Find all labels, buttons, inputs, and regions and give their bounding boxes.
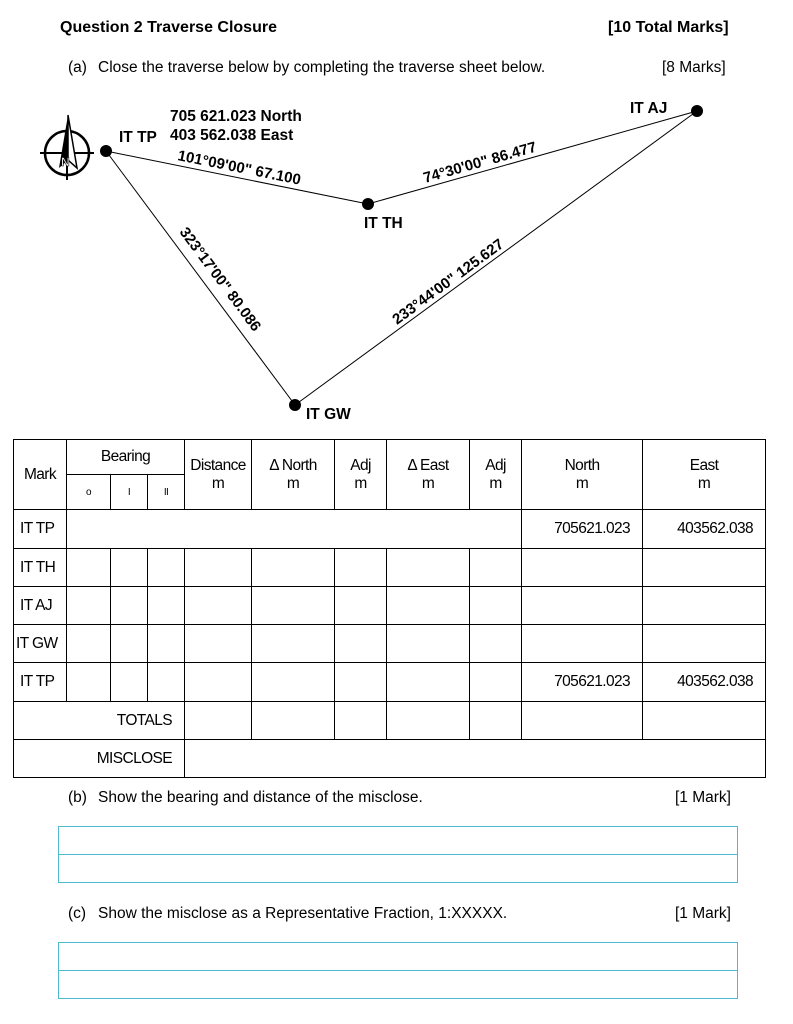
- misclose-label: MISCLOSE: [14, 740, 185, 778]
- traverse-sheet: [13, 439, 766, 778]
- row-mark: IT TP: [14, 663, 67, 702]
- station-gw-point: [289, 399, 301, 411]
- leg-label-th-aj: 74°30'00" 86.477: [421, 138, 539, 187]
- header-adj-east: Adj m: [470, 440, 522, 510]
- totals-label: TOTALS: [14, 702, 185, 740]
- part-a-text: Close the traverse below by completing the traverse sheet below.: [98, 59, 546, 76]
- station-gw-label: IT GW: [306, 406, 351, 423]
- misclose-row: [14, 740, 766, 778]
- question-marks: [10 Total Marks]: [608, 19, 729, 36]
- row-north: 705621.023: [522, 663, 643, 702]
- part-c-marks: [1 Mark]: [675, 905, 731, 922]
- coord-north: 705 621.023 North: [170, 108, 302, 125]
- table-row: [14, 587, 766, 625]
- header-minutes: I: [111, 475, 148, 510]
- header-degrees: o: [67, 475, 111, 510]
- station-tp-label: IT TP: [119, 129, 157, 146]
- leg-label-tp-th: 101°09'00" 67.100: [176, 147, 303, 189]
- leg-gw-tp: [106, 151, 295, 405]
- traverse-diagram: [0, 0, 793, 430]
- part-b-marks: [1 Mark]: [675, 789, 731, 806]
- table-row: [14, 663, 766, 702]
- header-deast: Δ East m: [387, 440, 470, 510]
- leg-label-gw-tp: 323°17'00" 80.086: [175, 224, 265, 335]
- header-mark: Mark: [14, 440, 67, 510]
- row-mark: IT AJ: [14, 587, 67, 625]
- station-aj-point: [691, 105, 703, 117]
- row-east: 403562.038: [643, 663, 766, 702]
- station-th-label: IT TH: [364, 215, 403, 232]
- part-b-text: Show the bearing and distance of the misclose.: [98, 789, 423, 806]
- part-c-label: (c): [68, 905, 87, 922]
- row-east: 403562.038: [643, 510, 766, 549]
- header-east: East m: [643, 440, 766, 510]
- answer-box-b[interactable]: [58, 826, 738, 883]
- header-distance: Distance m: [185, 440, 252, 510]
- part-a-label: (a): [68, 59, 87, 76]
- coord-east: 403 562.038 East: [170, 127, 294, 144]
- north-letter: N: [61, 155, 70, 169]
- totals-row: [14, 702, 766, 740]
- part-c-text: Show the misclose as a Representative Fraction, 1:XXXXX.: [98, 905, 508, 922]
- header-north: North m: [522, 440, 643, 510]
- table-row: [14, 510, 766, 549]
- table-row: [14, 625, 766, 663]
- row-mark: IT TP: [14, 510, 67, 549]
- row-north: 705621.023: [522, 510, 643, 549]
- row-mark: IT GW: [14, 625, 67, 663]
- header-dnorth: Δ North m: [252, 440, 335, 510]
- leg-label-aj-gw: 233°44'00" 125.627: [389, 235, 508, 329]
- part-a-marks: [8 Marks]: [662, 59, 726, 76]
- north-arrow-icon: [40, 115, 94, 180]
- part-b-label: (b): [68, 789, 87, 806]
- header-seconds: II: [148, 475, 185, 510]
- question-title: Question 2 Traverse Closure: [60, 19, 277, 36]
- header-bearing: Bearing: [67, 440, 185, 475]
- station-aj-label: IT AJ: [630, 100, 668, 117]
- row-mark: IT TH: [14, 549, 67, 587]
- table-row: [14, 549, 766, 587]
- leg-th-aj: [368, 111, 697, 204]
- station-tp-point: [100, 145, 112, 157]
- station-th-point: [362, 198, 374, 210]
- header-adj-north: Adj m: [335, 440, 387, 510]
- answer-box-c[interactable]: [58, 942, 738, 999]
